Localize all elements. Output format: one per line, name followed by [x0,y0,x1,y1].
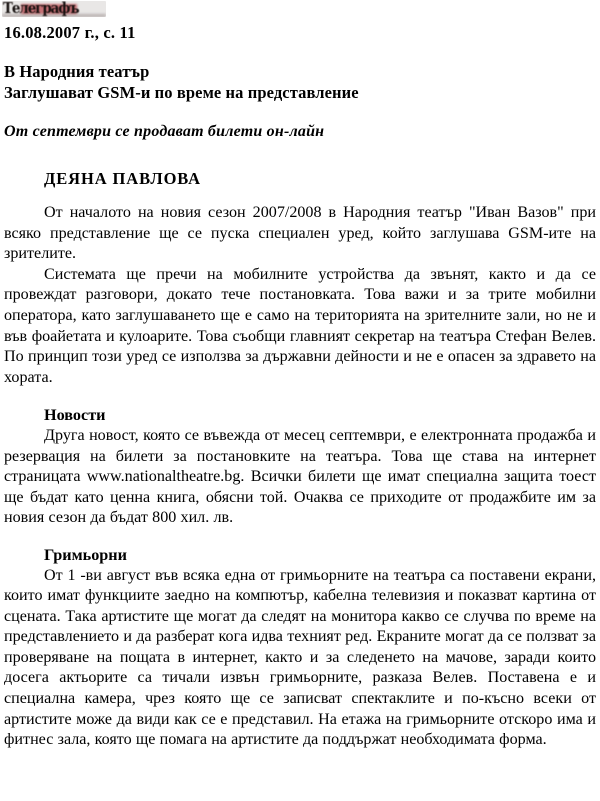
body-paragraph: От началото на новия сезон 2007/2008 в Народния театър "Иван Вазов" при всяко представление ще се пуска специален уред, който заглушава GSM-ите на зрителите. [4,204,596,263]
body-paragraph: Друга новост, която се въвежда от месец септември, е електронната продажба и резервация на билети за постановките на театъра. Това ще става на интернет страницата www.nationaltheatre.bg. Всички билети ще имат специална защита тоест ще бъдат като ценна книга, обясни той. Очаква се приходите от продажбите им за новия сезон да бъдат 800 хил. лв. [4,426,596,527]
article-headline: Заглушават GSM-и по време на представление [4,83,359,102]
section-heading-novosti: Новости [44,406,106,425]
newspaper-logo-icon [2,1,106,17]
newspaper-article-page [0,1,600,801]
logo-scan-smudge [2,14,106,17]
article-subtitle: От септември се продават билети он-лайн [4,123,325,140]
article-body [4,203,596,751]
logo-wordmark: Телеграфъ [2,1,79,17]
body-paragraph: От 1 -ви август във всяка една от гримьорните на театъра са поставени екрани, които имат функциите заедно на компютър, кабелна телевизия и показват картина от сцената. Така артистите ще могат да следят на монитора какво се случва по време на представлението и да разберат кога идва техният ред. Екраните могат да се ползват за проверяване на пощата в интернет, както и за следенето на мачове, заради които досега актьорите са тичали извън гримьорните, разказа Велев. Поставена е и специална камера, чрез която ще се записват спектаклите и по-късно всеки от артистите може да види как се е представил. На етажа на гримьорните отскоро има и фитнес зала, която ще помага на артистите да поддържат необходимата форма. [4,566,596,749]
dateline: 16.08.2007 г., с. 11 [4,23,136,42]
body-paragraph: Системата ще пречи на мобилните устройства да звънят, както и да се провеждат разговори, докато тече постановката. Това важи и за трите мобилни оператора, като заглушаването ще е само на територията на зрителните зали, но не и във фоайетата и кулоарите. Това съобщи главният секретар на театъра Стефан Велев. По принцип този уред се използва за държавни дейности и не е опасен за здравето на хората. [4,265,596,386]
section-heading-grimyorni: Гримьорни [44,545,127,564]
article-byline: ДЕЯНА ПАВЛОВА [44,169,201,188]
masthead [2,1,600,20]
article-kicker: В Народния театър [4,62,150,81]
headline-block [4,61,600,103]
